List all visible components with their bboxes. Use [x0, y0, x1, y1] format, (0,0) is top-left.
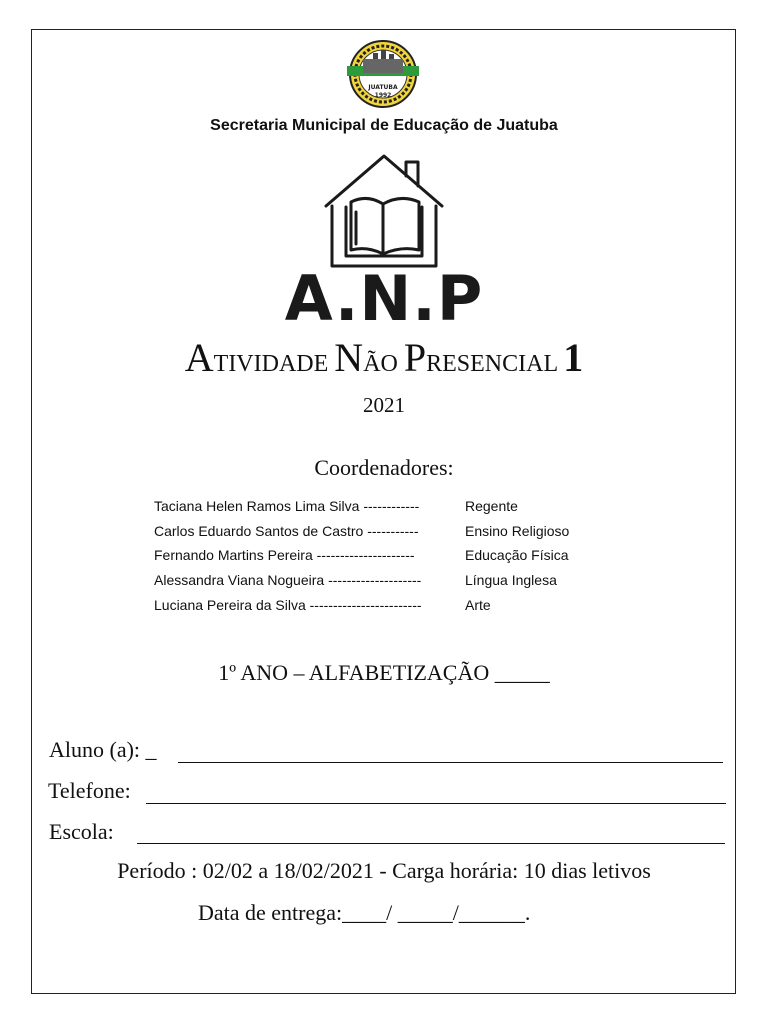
coordinator-name: Luciana Pereira da Silva ------------------------ [154, 596, 422, 613]
coordinators-list [154, 496, 614, 619]
coordinator-role: Língua Inglesa [465, 572, 557, 589]
logo-year: 1992 [374, 92, 392, 99]
data-entrega[interactable]: Data de entrega:____/ _____/______. [198, 900, 531, 925]
anp-acronym: A.N.P [284, 262, 484, 335]
house-book-icon [322, 152, 446, 272]
coordinator-row [154, 496, 614, 521]
coordinator-name: Alessandra Viana Nogueira -------------------- [154, 572, 422, 589]
escola-field[interactable] [137, 843, 725, 844]
coordinator-row [154, 570, 614, 595]
coordinator-row [154, 545, 614, 570]
title-cap-a: A [184, 335, 214, 380]
aluno-label: Aluno (a): _ [49, 737, 157, 762]
coordinators-title: Coordenadores: [314, 455, 454, 480]
title-small-1: TIVIDADE [213, 351, 335, 377]
coordinator-name: Taciana Helen Ramos Lima Silva ------------ [154, 498, 420, 514]
coordinator-row [154, 595, 614, 620]
juatuba-logo [343, 39, 423, 109]
aluno-field[interactable] [178, 762, 723, 763]
escola-label: Escola: [49, 819, 114, 844]
logo-text: JUATUBA [368, 84, 398, 91]
grade-label: 1º ANO – ALFABETIZAÇÃO _____ [218, 660, 550, 685]
telefone-field[interactable] [146, 803, 726, 804]
coordinator-name: Fernando Martins Pereira --------------------- [154, 547, 415, 564]
coordinator-row [154, 521, 614, 546]
title-cap-n: N [334, 335, 364, 380]
coordinator-role: Ensino Religioso [465, 522, 570, 539]
telefone-label: Telefone: [48, 778, 131, 803]
year: 2021 [363, 393, 405, 417]
coordinator-name: Carlos Eduardo Santos de Castro ----------- [154, 522, 419, 539]
coordinator-role: Educação Física [465, 547, 569, 564]
periodo-text: Período : 02/02 a 18/02/2021 - Carga horária: 10 dias letivos [117, 858, 651, 883]
title-cap-p: P [403, 335, 427, 380]
activity-title [0, 334, 768, 381]
title-small-2: ÃO [363, 351, 404, 377]
title-number: 1 [563, 335, 584, 380]
coordinator-role: Arte [465, 596, 491, 613]
title-small-3: RESENCIAL [426, 351, 564, 377]
secretaria-heading: Secretaria Municipal de Educação de Juatuba [210, 117, 558, 134]
coordinator-role: Regente [465, 498, 518, 514]
